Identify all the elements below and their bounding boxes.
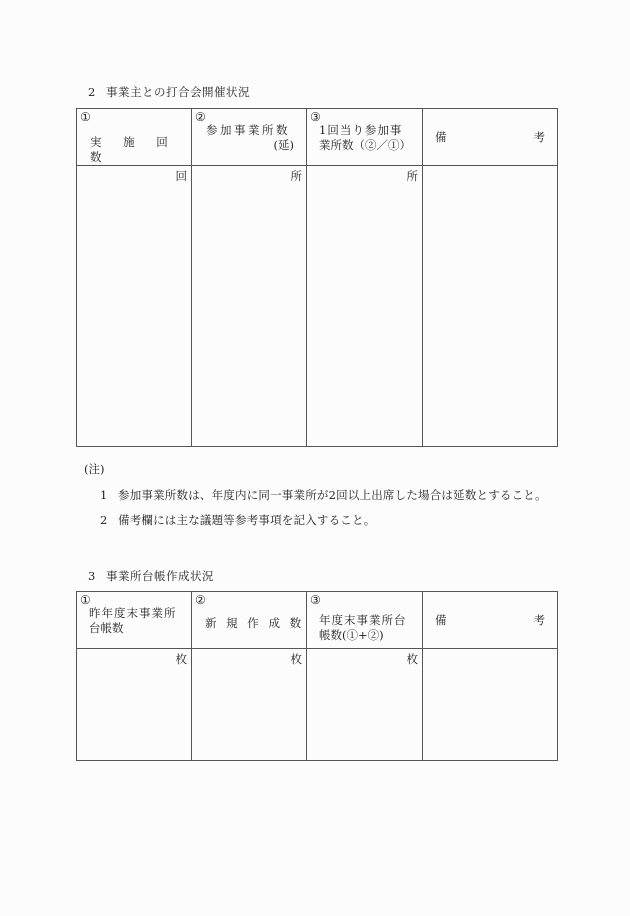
header-label: 新 規 作 成 数 — [205, 616, 305, 630]
entry-cell-remarks[interactable] — [423, 166, 558, 447]
header-label-line1: 年度末事業所台 — [319, 613, 407, 627]
marker: ③ — [310, 593, 321, 607]
marker: ② — [195, 110, 206, 124]
section-number: 3 — [88, 569, 96, 583]
section-title: 事業主との打合会開催状況 — [106, 85, 250, 99]
section-3-heading — [88, 568, 214, 584]
note-item-1 — [100, 487, 547, 503]
marker: ② — [195, 593, 206, 607]
header-label-line2: 業所数（②／①） — [319, 138, 411, 152]
header-row — [77, 592, 558, 649]
unit-label: 所 — [290, 169, 302, 183]
unit-label: 枚 — [175, 652, 187, 666]
marker: ① — [80, 593, 91, 607]
header-row — [77, 109, 558, 166]
note-text: 参加事業所数は、年度内に同一事業所が2回以上出席した場合は延数とすること。 — [118, 488, 547, 502]
header-label-line2: 台帳数 — [89, 621, 124, 635]
header-label-line1: 昨年度末事業所 — [89, 606, 177, 620]
header-label-line1: 1回当り参加事 — [319, 123, 403, 137]
header-label: 実 施 回 数 — [90, 135, 177, 164]
header-label-right: 考 — [533, 130, 545, 144]
note-number: 2 — [100, 513, 108, 527]
note-item-2 — [100, 512, 375, 528]
notes-title: (注) — [84, 462, 105, 476]
note-number: 1 — [100, 488, 108, 502]
header-label-right: 考 — [533, 613, 545, 627]
unit-label: 枚 — [290, 652, 302, 666]
header-label-line1: 参加事業所数 — [206, 123, 290, 137]
meeting-status-table — [76, 108, 558, 447]
entry-cell-participants[interactable] — [192, 166, 307, 447]
header-cell-remarks — [423, 109, 558, 166]
section-2-heading — [88, 84, 250, 100]
entry-cell-new[interactable] — [192, 649, 307, 761]
marker: ① — [80, 110, 91, 124]
note-text: 備考欄には主な議題等参考事項を記入すること。 — [118, 513, 376, 527]
unit-label: 所 — [406, 169, 418, 183]
unit-label: 回 — [175, 169, 187, 183]
entry-cell-prev-year[interactable] — [77, 649, 192, 761]
header-cell-new — [192, 592, 307, 649]
header-cell-year-end — [307, 592, 423, 649]
ledger-status-table — [76, 591, 558, 761]
header-label-left: 備 — [435, 130, 447, 144]
section-title: 事業所台帳作成状況 — [106, 569, 214, 583]
header-cell-per-meeting — [307, 109, 423, 166]
header-cell-participants — [192, 109, 307, 166]
entry-cell-count[interactable] — [77, 166, 192, 447]
entry-row — [77, 166, 558, 447]
header-cell-prev-year — [77, 592, 192, 649]
header-label-line2: (延) — [273, 138, 294, 152]
header-cell-remarks — [423, 592, 558, 649]
entry-cell-remarks[interactable] — [423, 649, 558, 761]
marker: ③ — [310, 110, 321, 124]
section-number: 2 — [88, 85, 96, 99]
header-cell-count — [77, 109, 192, 166]
unit-label: 枚 — [406, 652, 418, 666]
entry-cell-per-meeting[interactable] — [307, 166, 423, 447]
header-label-left: 備 — [435, 613, 447, 627]
header-label-line2: 帳数(①+②) — [319, 628, 384, 642]
entry-cell-year-end[interactable] — [307, 649, 423, 761]
entry-row — [77, 649, 558, 761]
